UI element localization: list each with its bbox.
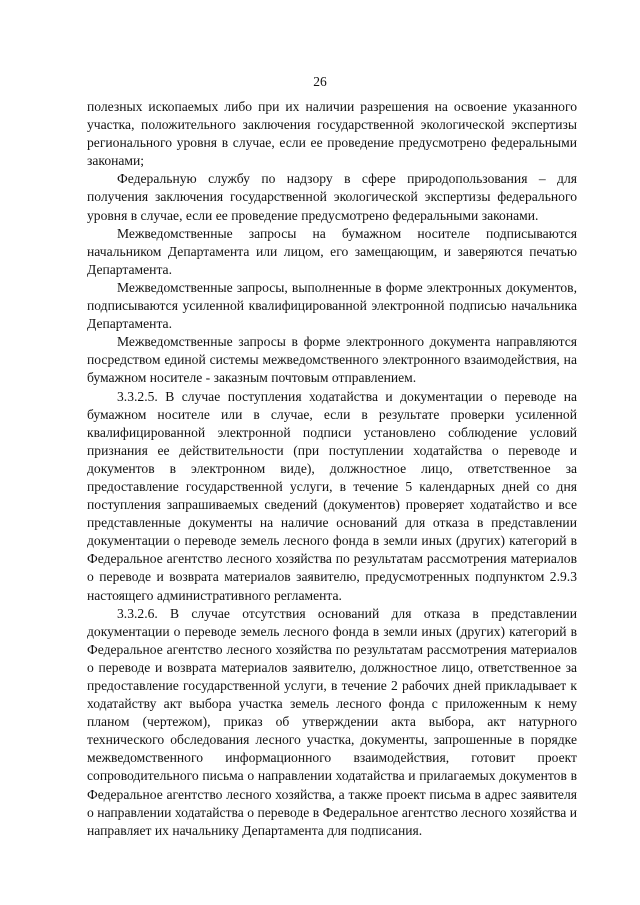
- paragraph-3-3-2-5: 3.3.2.5. В случае поступления ходатайства и документации о переводе на бумажном носителе или в случае, если в результате проверки усиленной квалифицированной электронной подписи установлено соблюдение условий признания ее действительности (при поступлении ходатайства о переводе и документов в электронном виде), должностное лицо, ответственное за предоставление государственной услуги, в течение 5 календарных дней со дня поступления запрашиваемых сведений (документов) проверяет ходатайство и все представленные документы на наличие оснований для отказа в представлении документации о переводе земель лесного фонда в земли иных (других) категорий в Федеральное агентство лесного хозяйства по результатам рассмотрения материалов о переводе и возврата материалов заявителю, предусмотренных подпунктом 2.9.3 настоящего административного регламента.: [87, 388, 577, 603]
- paragraph-paper-requests: Межведомственные запросы на бумажном носителе подписываются начальником Департамента или лицом, его замещающим, и заверяются печатью Департамента.: [87, 225, 577, 277]
- paragraph-electronic-requests-delivery: Межведомственные запросы в форме электронного документа направляются посредством единой системы межведомственного электронного взаимодействия, на бумажном носителе - заказным почтовым отправлением.: [87, 334, 577, 386]
- paragraph-mineral-permit-continuation: полезных ископаемых либо при их наличии разрешения на освоение указанного участка, положительного заключения государственной экологической экспертизы регионального уровня в случае, если ее проведение предусмотрено федеральными законами;: [87, 99, 577, 169]
- paragraph-3-3-2-6: 3.3.2.6. В случае отсутствия оснований для отказа в представлении документации о переводе земель лесного фонда в земли иных (других) категорий в Федеральное агентство лесного хозяйства по результатам рассмотрения материалов о переводе и возврата материалов заявителю, должностное лицо, ответственное за предоставление государственной услуги, в течение 2 рабочих дней прикладывает к ходатайству акт выбора участка земель лесного фонда с приложенным к нему планом (чертежом), приказ об утверждении акта выбора, акт натурного технического обследования лесного участка, документы, запрошенные в порядке межведомственного информационного взаимодействия, готовит проект сопроводительного письма о направлении ходатайства и прилагаемых документов в Федеральное агентство лесного хозяйства, а также проект письма в адрес заявителя о направлении ходатайства о переводе в Федеральное агентство лесного хозяйства и направляет их начальнику Департамента для подписания.: [87, 605, 577, 838]
- paragraph-federal-service: Федеральную службу по надзору в сфере природопользования – для получения заключения государственной экологической экспертизы федерального уровня в случае, если ее проведение предусмотрено федеральными законами.: [87, 171, 577, 223]
- document-body: [87, 98, 577, 840]
- paragraph-electronic-requests-signature: Межведомственные запросы, выполненные в форме электронных документов, подписываются усиленной квалифицированной электронной подписью начальника Департамента.: [87, 279, 577, 332]
- page-number: 26: [313, 74, 327, 89]
